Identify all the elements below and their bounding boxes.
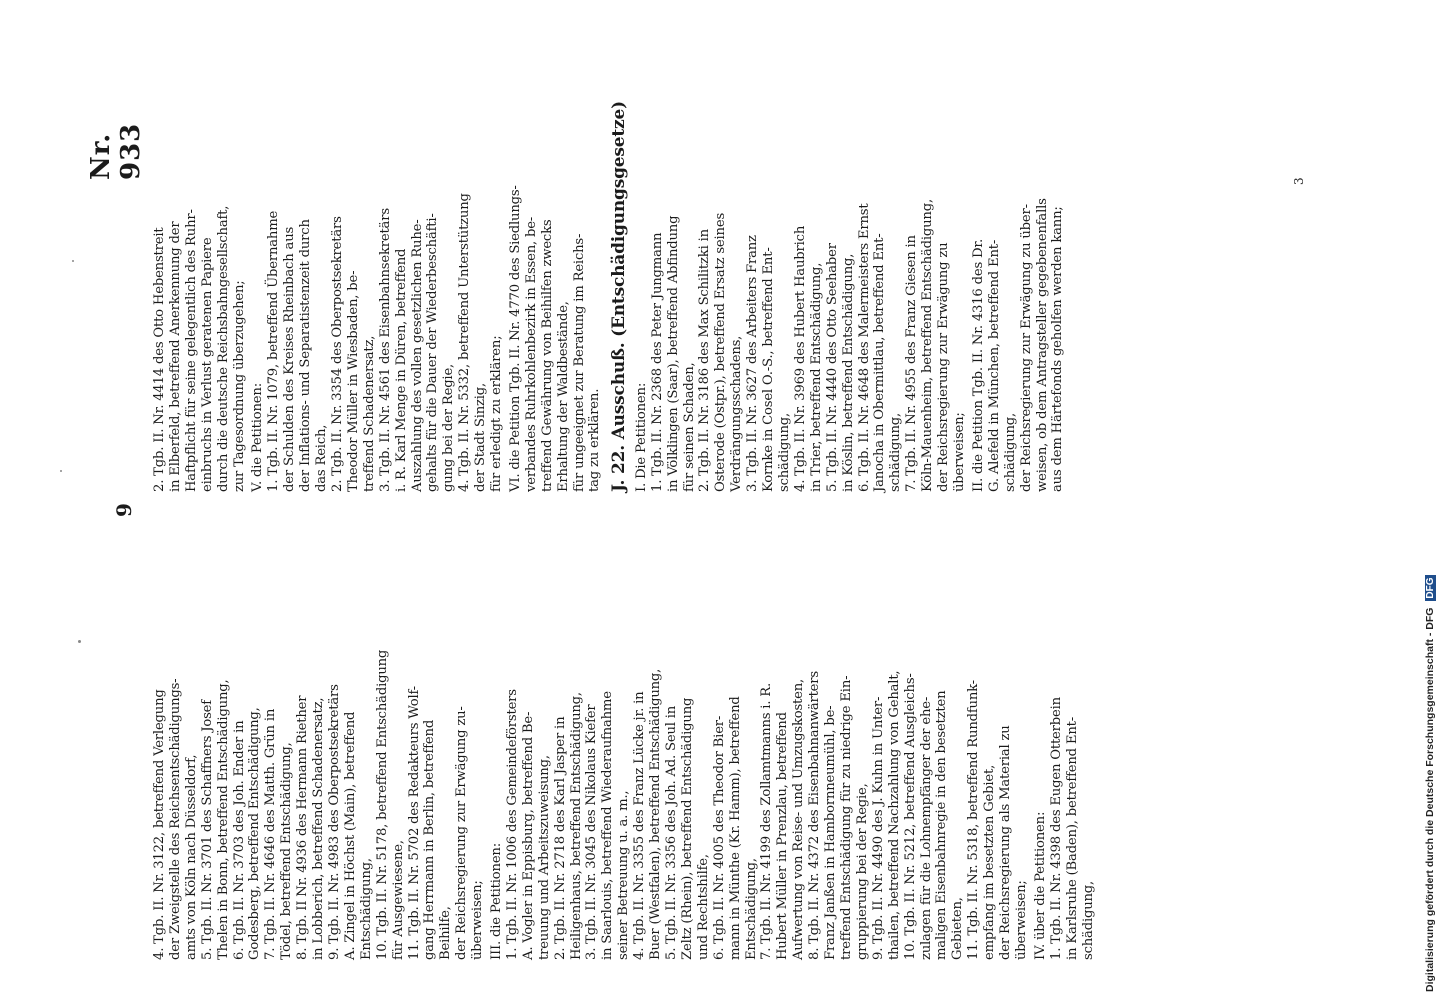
text-line: Theodor Müller in Wiesbaden, be- bbox=[345, 270, 361, 492]
text-line: und Rechtshilfe, bbox=[695, 854, 711, 960]
text-line: treffend Entschädigung für zu niedrige Ein- bbox=[838, 675, 854, 960]
text-line: Entschädigung, bbox=[358, 858, 374, 960]
text-line: 10. Tgb. II. Nr. 5178, betreffend Entschädigung bbox=[374, 649, 390, 960]
text-line: überweisen; bbox=[1013, 880, 1029, 960]
text-line: zulagen für die Lohnempfänger der ehe- bbox=[918, 696, 934, 960]
text-line: gehalts für die Dauer der Wiederbeschäfti- bbox=[425, 213, 441, 492]
text-line: Entschädigung, bbox=[743, 858, 759, 960]
text-line: 4. Tgb. II. Nr. 3122, betreffend Verlegung bbox=[152, 689, 167, 960]
text-line: Buer (Westfalen), betreffend Entschädigung, bbox=[648, 668, 664, 960]
text-line: für seinen Schaden, bbox=[681, 362, 697, 492]
text-line: 9. Tgb. II. Nr. 4983 des Oberpostsekretärs bbox=[326, 684, 342, 960]
text-line: 4. Tgb. II. Nr. 3355 des Franz Lücke jr. in bbox=[632, 691, 648, 960]
scan-speck bbox=[72, 260, 74, 262]
index-label: Nr. 933 bbox=[86, 122, 146, 180]
text-line: für ungeeignet zur Beratung im Reichs- bbox=[571, 233, 587, 492]
text-line: in Trier, betreffend Entschädigung, bbox=[808, 262, 824, 492]
text-line: durch die deutsche Reichsbahngesellschaft, bbox=[215, 205, 231, 492]
text-line: 1. Tgb. II. Nr. 4398 des Eugen Otterbein bbox=[1048, 697, 1064, 960]
text-line: I. Die Petitionen: bbox=[633, 382, 649, 492]
text-line: Osterode (Ostpr.), betreffend Ersatz seines bbox=[713, 212, 729, 492]
scan-speck bbox=[78, 640, 81, 643]
footer-mark-wrap bbox=[1292, 177, 1306, 185]
text-line: G. Alefeld in München, betreffend Ent- bbox=[986, 239, 1002, 492]
text-line: 6. Tgb. II. Nr. 4005 des Theodor Bier- bbox=[711, 715, 727, 960]
text-line: verbandes Ruhrkohlenbezirk in Essen, be- bbox=[523, 216, 539, 492]
text-line: der Reichsregierung zur Erwägung zu bbox=[936, 242, 952, 492]
text-line: 4. Tgb. II. Nr. 5332, betreffend Unterstützung bbox=[457, 193, 473, 492]
text-line: 3. Tgb. II. Nr. 3627 des Arbeiters Franz bbox=[745, 235, 761, 492]
digitization-note bbox=[1424, 575, 1436, 992]
text-line: das Reich, bbox=[314, 424, 330, 492]
text-line: 9. Tgb. II. Nr. 4490 des J. Kuhn in Unter- bbox=[870, 696, 886, 960]
text-line: Franz Janßen in Hambornneumühl, be- bbox=[823, 705, 839, 960]
text-line: 8. Tgb. II Nr. 4936 des Hermann Riether bbox=[295, 695, 311, 960]
text-line: VI. die Petition Tgb. II. Nr. 4770 des Siedlungs- bbox=[507, 185, 523, 492]
text-line: für erledigt zu erklären; bbox=[489, 335, 505, 492]
text-line: 3. Tgb. II. Nr. 3045 des Nikolaus Kiefer bbox=[584, 704, 600, 960]
right-column bbox=[152, 92, 1096, 492]
text-line: 7. Tgb. II. Nr. 4955 des Franz Giesen in bbox=[904, 235, 920, 492]
text-line: 4. Tgb. II. Nr. 3969 des Hubert Haubrich bbox=[792, 225, 808, 492]
text-line: Köln-Mauenheim, betreffend Entschädigung, bbox=[920, 199, 936, 492]
text-line: 2. Tgb. II. Nr. 4414 des Otto Hebenstreit bbox=[152, 227, 167, 492]
rotated-page bbox=[112, 60, 1096, 960]
text-line: schädigung, bbox=[1080, 880, 1096, 960]
text-line: Janocha in Obermittlau, betreffend Ent- bbox=[872, 233, 888, 492]
text-line: 5. Tgb. II. Nr. 3701 des Schaffners Josef bbox=[199, 700, 215, 960]
text-line: aus dem Härtefonds geholfen werden kann; bbox=[1050, 206, 1066, 492]
text-line: Hubert Müller in Prenzlau, betreffend bbox=[775, 712, 791, 960]
text-line: in Lobberich, betreffend Schadenersatz, bbox=[311, 697, 327, 960]
text-line: schädigung, bbox=[777, 412, 793, 492]
footer-mark: 3 bbox=[1292, 177, 1306, 185]
text-line: in Völklingen (Saar), betreffend Abfindung bbox=[665, 215, 681, 492]
dfg-logo: DFG bbox=[1425, 577, 1436, 599]
text-line: V. die Petitionen: bbox=[250, 383, 266, 492]
text-line: Beihilfe, bbox=[438, 906, 454, 960]
text-line: schädigung, bbox=[1002, 412, 1018, 492]
text-line: Aufwertung von Reise- und Umzugskosten, bbox=[791, 678, 807, 960]
text-line: treuung und Arbeitszuweisung, bbox=[536, 755, 552, 960]
text-line: A. Vogler in Eppisburg, betreffend Be- bbox=[520, 711, 536, 960]
text-line: der Zweigstelle des Reichsentschädigungs- bbox=[167, 678, 183, 960]
text-line: Haftpflicht für seine gelegentlich des Ruhr- bbox=[183, 209, 199, 492]
text-line: 8. Tgb. II. Nr. 4372 des Eisenbahnanwärters bbox=[807, 671, 823, 960]
text-line: gang Herrmann in Berlin, betreffend bbox=[422, 719, 438, 960]
text-line: gruppierung bei der Regie, bbox=[854, 783, 870, 960]
text-line: mann in Münthe (Kr. Hamm), betreffend bbox=[727, 696, 743, 960]
text-line: in Saarlouis, betreffend Wiederaufnahme bbox=[600, 691, 616, 960]
text-line: der Stadt Sinzig, bbox=[473, 382, 489, 492]
text-line: 1. Tgb. II. Nr. 1079, betreffend Übernahme bbox=[266, 210, 282, 492]
text-line: empfang im besetzten Gebiet, bbox=[982, 764, 998, 960]
text-line: treffend Schadenersatz, bbox=[361, 335, 377, 492]
page-number: 9 bbox=[112, 503, 136, 517]
text-line: schädigung, bbox=[888, 412, 904, 492]
text-line: 5. Tgb. II. Nr. 4440 des Otto Seehaber bbox=[824, 243, 840, 492]
text-line: 11. Tgb. II. Nr. 5318, betreffend Rundfunk- bbox=[966, 680, 982, 960]
text-line: 5. Tgb. II. Nr. 3356 des Joh. Ad. Seul in bbox=[664, 705, 679, 960]
text-line: Thelen in Bonn, betreffend Entschädigung, bbox=[215, 679, 231, 960]
text-line: amts von Köln nach Düsseldorf, bbox=[183, 754, 199, 960]
text-line: überweisen; bbox=[951, 412, 967, 492]
text-line: tag zu erklären. bbox=[587, 388, 603, 492]
text-line: thailen, betreffend Nachzahlung von Gehalt, bbox=[886, 670, 902, 960]
text-line: seiner Betreuung u. a. m., bbox=[616, 790, 632, 960]
text-line: der Inflations- und Separatistenzeit durch bbox=[298, 219, 314, 492]
text-line: Tödel, betreffend Entschädigung, bbox=[279, 742, 295, 960]
text-line: Erhaltung der Waldbestände, bbox=[555, 301, 571, 492]
text-line: 10. Tgb. II. Nr. 5212, betreffend Ausgleichs- bbox=[902, 673, 918, 960]
text-line: 6. Tgb. II. Nr. 4648 des Malermeisters Ernst bbox=[856, 203, 872, 492]
text-line: 1. Tgb. II. Nr. 2368 des Peter Jungmann bbox=[649, 232, 665, 492]
text-line: der Reichsregierung zur Erwägung zu- bbox=[454, 706, 470, 960]
text-line: der Reichsregierung als Material zu bbox=[998, 725, 1014, 960]
digitization-text: Digitalisierung gefördert durch die Deutsche Forschungsgemeinschaft - DFG bbox=[1424, 607, 1436, 992]
scan-speck bbox=[60, 470, 62, 472]
text-line: für Ausgewiesene, bbox=[390, 840, 406, 960]
text-line: 11. Tgb. II. Nr. 5702 des Redakteurs Wolf- bbox=[406, 686, 422, 960]
text-line: A. Zingel in Höchst (Main), betreffend bbox=[342, 711, 358, 960]
page-content bbox=[112, 60, 1096, 960]
text-line: Verdrängungsschadens, bbox=[729, 335, 745, 492]
text-line: maligen Eisenbahnregie in den besetzten bbox=[934, 690, 950, 960]
text-line: Kornke in Cosel O.-S., betreffend Ent- bbox=[761, 247, 777, 492]
text-line: Gebieten, bbox=[950, 897, 966, 960]
text-line: der Schulden des Kreises Rheinbach aus bbox=[282, 226, 298, 492]
text-line: 2. Tgb. II. Nr. 3186 des Max Schilitzki in bbox=[697, 229, 713, 492]
text-line: treffend Gewährung von Beihilfen zwecks bbox=[539, 219, 555, 492]
text-line: gung bei der Regie, bbox=[441, 363, 457, 492]
text-line: einbruchs in Verlust geratenen Papiere bbox=[199, 237, 215, 492]
text-line: 1. Tgb. II. Nr. 1006 des Gemeindeförsters bbox=[504, 689, 520, 960]
text-line: J. 22. Ausschuß. (Entschädigungsgesetze) bbox=[609, 101, 630, 492]
text-line: Zeltz (Rhein), betreffend Entschädigung bbox=[679, 697, 695, 960]
text-line: in Köslin, betreffend Entschädigung, bbox=[840, 253, 856, 492]
text-line: 7. Tgb. II. Nr. 4199 des Zollamtmanns i. R. bbox=[759, 682, 775, 960]
text-line: Heiligenhaus, betreffend Entschädigung, bbox=[568, 692, 584, 960]
text-line: 2. Tgb. II. Nr. 3354 des Oberpostsekretärs bbox=[329, 216, 345, 492]
text-line: Godesberg, betreffend Entschädigung, bbox=[247, 707, 263, 960]
text-line: 7. Tgb. II. Nr. 4646 des Matth. Grün in bbox=[263, 708, 279, 960]
text-line: zur Tagesordnung überzugehen; bbox=[231, 280, 247, 492]
text-line: in Karlsruhe (Baden), betreffend Ent- bbox=[1064, 717, 1080, 960]
text-line: IV. über die Petitionen: bbox=[1032, 811, 1048, 960]
page-header bbox=[112, 60, 152, 960]
text-line: Auszahlung des vollen gesetzlichen Ruhe- bbox=[409, 219, 425, 492]
left-column bbox=[152, 560, 1096, 960]
text-line: i. R. Karl Menge in Düren, betreffend bbox=[393, 248, 409, 492]
text-line: überweisen; bbox=[470, 880, 486, 960]
text-line: 2. Tgb. II. Nr. 2718 des Karl Jasper in bbox=[552, 716, 568, 960]
text-line: II. die Petition Tgb. II. Nr. 4316 des Dr. bbox=[970, 238, 986, 492]
text-line: 6. Tgb. II. Nr. 3703 des Joh. Ender in bbox=[231, 720, 247, 960]
text-line: in Elberfeld, betreffend Anerkennung der bbox=[167, 221, 183, 492]
text-line: 3. Tgb. II. Nr. 4561 des Eisenbahnsekretärs bbox=[377, 208, 393, 492]
text-line: der Reichsregierung zur Erwägung zu über- bbox=[1018, 204, 1034, 492]
text-line: weisen, ob dem Antragsteller gegebenenfalls bbox=[1034, 198, 1050, 492]
columns bbox=[152, 60, 1096, 960]
text-line: III. die Petitionen: bbox=[489, 843, 505, 960]
